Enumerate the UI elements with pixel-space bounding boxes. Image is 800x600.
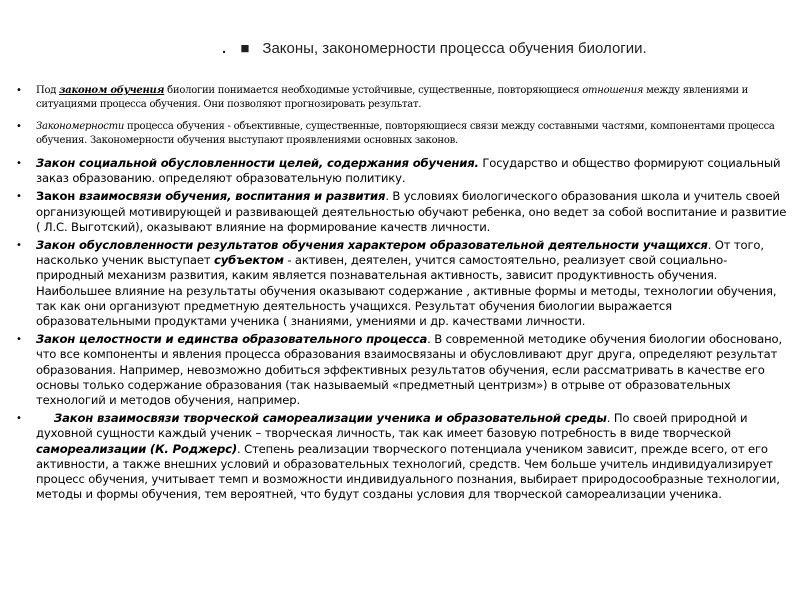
law-title: Закон целостности и единства образовательного процесса bbox=[36, 332, 428, 347]
term-law: законом обучения bbox=[59, 85, 165, 96]
law-title: Закон обусловленности результатов обучения характером образовательной деятельности учащихся bbox=[36, 238, 708, 253]
law-title: взаимосвязи обучения, воспитания и развития bbox=[79, 189, 386, 204]
bullet-icon: • bbox=[16, 121, 22, 132]
definition-law-item: • Под законом обучения биологии понимается необходимые устойчивые, существенные, повторяющиеся отношения между явлениями и ситуациями процесса обучения. Они позволяют прогнозировать результат. bbox=[16, 85, 749, 110]
bullet-icon: • bbox=[16, 158, 22, 169]
law-social-item: • Закон социальной обусловленности целей, содержания обучения. Государство и общество формируют социальный заказ образованию. определяют образовательную политику. bbox=[16, 156, 781, 186]
law-interconnection-item: • Закон взаимосвязи обучения, воспитания и развития. В условиях биологического образования школа и учитель своей организующей мотивирующей и развивающей деятельностью обучают ребенка, оно ведет за собой воспитание и развитие ( Л.С. Выготский), оказывают влияние на формирование качеств личности. bbox=[16, 189, 787, 234]
law-title: Закон социальной обусловленности целей, содержания обучения. bbox=[36, 156, 479, 170]
law-title: Закон взаимосвязи творческой самореализации ученика и образовательной среды bbox=[54, 411, 607, 426]
bullet-icon: • bbox=[16, 413, 22, 425]
law-self-realization-item: • Закон взаимосвязи творческой самореализации ученика и образовательной среды. По своей природной и духовной сущности каждый ученик – творческая личность, так как имеет базовую потребность в виде творческой самореализации (К. Роджерс). Степень реализации творческого потенциала учеником зависит, прежде всего, от его активности, а также внешних условий и образовательных технологий, средств. Чем больше учитель индивидуализирует процесс обучения, учитывает темп и возможности индивидуального познания, выбирает природосообразные технологии, методы и формы обучения, тем вероятней, что будут созданы условия для творческой самореализации ученика. bbox=[16, 411, 780, 502]
term-relations: отношения bbox=[582, 85, 644, 96]
term-subject: субъектом bbox=[214, 253, 284, 268]
law-results-item: • Закон обусловленности результатов обучения характером образовательной деятельности учащихся. От того, насколько ученик выступает субъектом - активен, деятелен, учится самостоятельно, реализует свой социально- природный механизм развития, каким является познавательная активность, зависит продуктивность обучения. Наибольшее влияние на результаты обучения оказывают содержание , активные формы и методы, технологии обучения, так как они организуют предметную деятельность учащихся. Результат обучения биологии выражается образовательными продуктами ученика ( знаниями, умениями и др. качествами личности. bbox=[16, 238, 777, 329]
term-self-realization: самореализации (К. Роджерс) bbox=[36, 441, 238, 456]
slide-title: Законы, закономерности процесса обучения биологии. bbox=[262, 40, 647, 57]
law-integrity-item: • Закон целостности и единства образовательного процесса. В современной методике обучения биологии обосновано, что все компоненты и явления процесса образования взаимосвязаны и обусловливают друг друга, определяют результат образования. Например, невозможно добиться эффективных результатов обучения, если рассматривать в качестве его основы только содержание образования (так называемый «предметный центризм») в отрыве от образовательных технологий и методов обучения, например. bbox=[16, 332, 782, 408]
bullet-icon: • bbox=[16, 85, 22, 96]
bullet-icon: • bbox=[16, 240, 22, 252]
slide-title-line bbox=[222, 40, 782, 57]
bullet-icon: • bbox=[16, 191, 22, 203]
bullet-icon: • bbox=[16, 334, 22, 346]
slide-content bbox=[12, 84, 788, 505]
term-regularity: Закономерности bbox=[36, 121, 125, 132]
title-marks: . ■ bbox=[222, 40, 255, 57]
definition-regularity-item: • Закономерности процесса обучения - объективные, существенные, повторяющиеся связи между составными частями, компонентами процесса обучения. Закономерности обучения выступают проявлениями основных законов. bbox=[16, 121, 775, 146]
